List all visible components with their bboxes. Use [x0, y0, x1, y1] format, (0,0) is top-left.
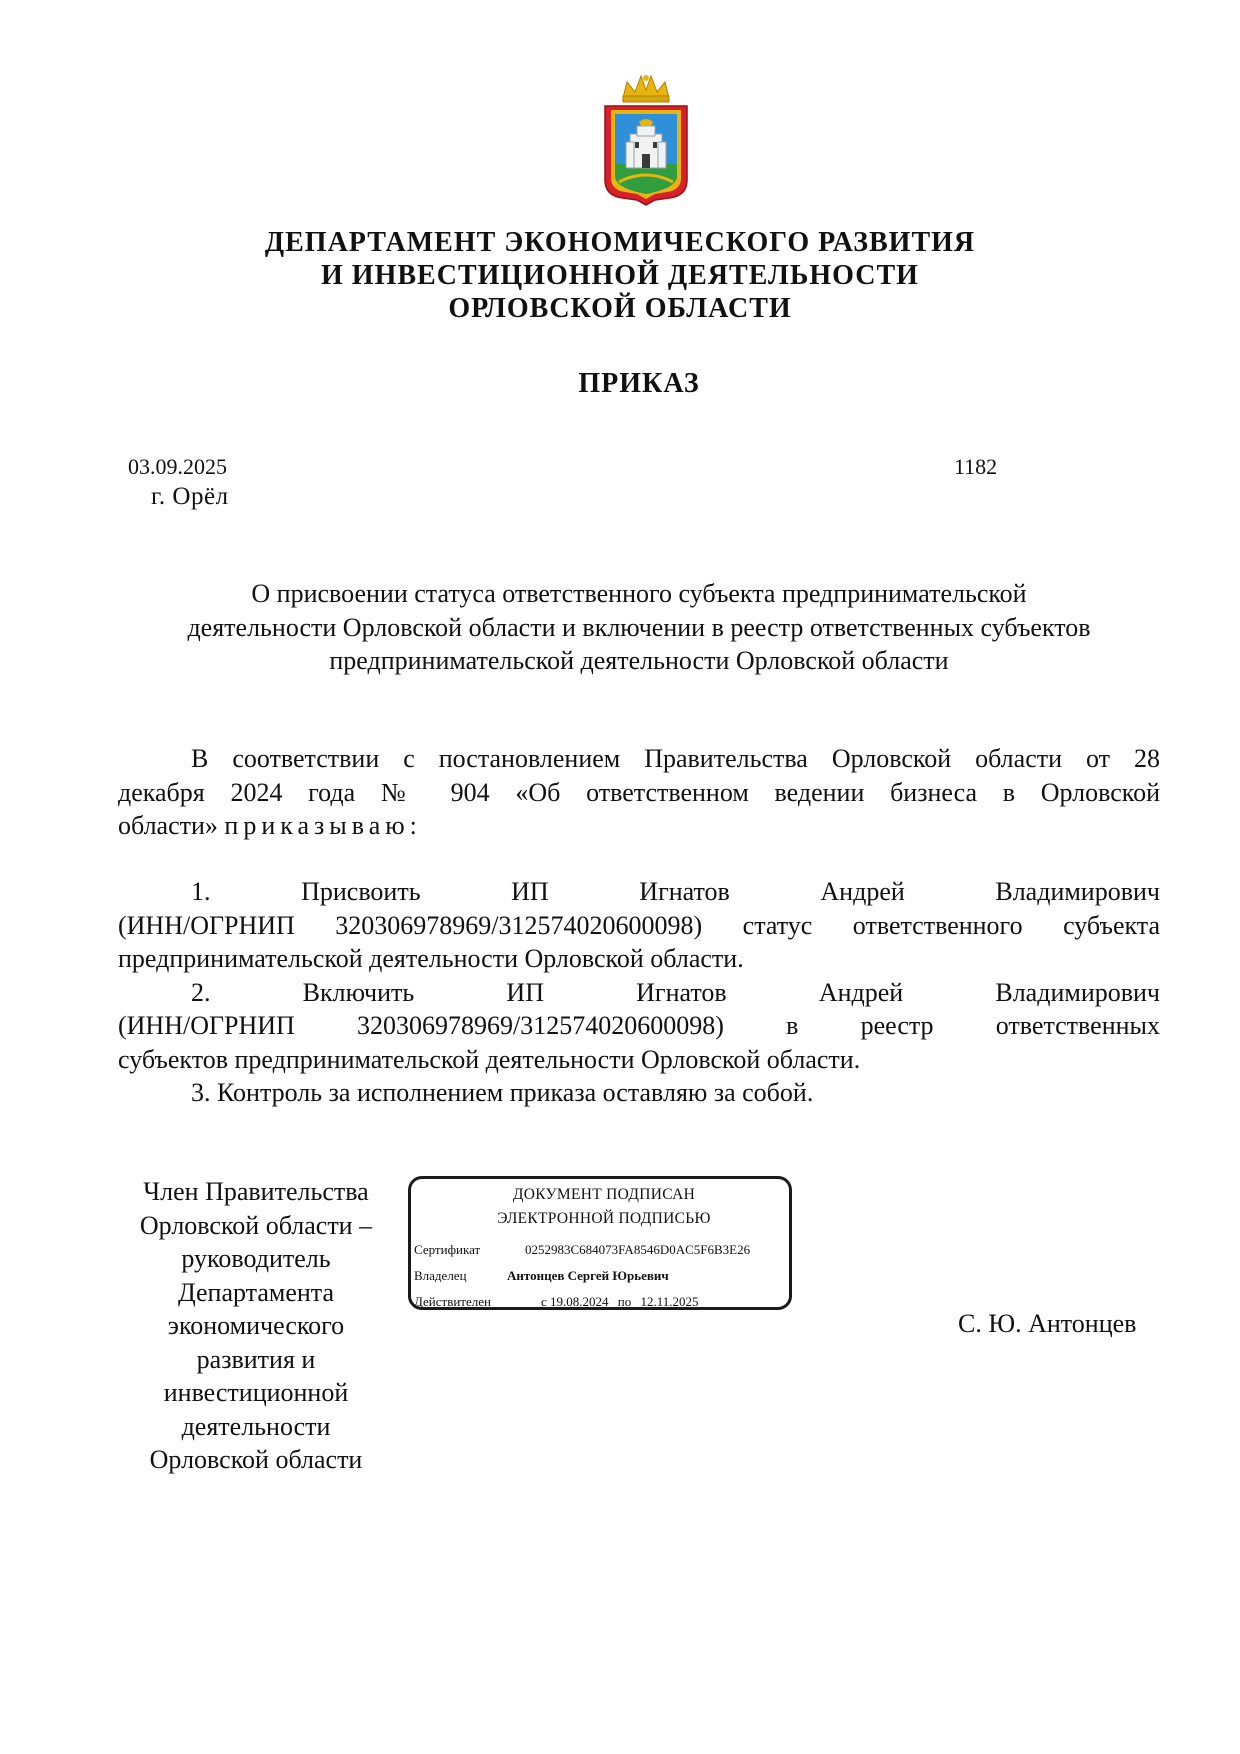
valid-to-date: 12.11.2025: [640, 1294, 699, 1309]
orel-oblast-coat-of-arms-icon: [599, 72, 693, 206]
item-2-line: (ИНН/ОГРНИП 320306978969/312574020600098) в реестр ответственных: [118, 1011, 1160, 1040]
item-2-line: субъектов предпринимательской деятельности Орловской области.: [118, 1044, 861, 1074]
subject-line: О присвоении статуса ответственного субъекта предпринимательской: [251, 579, 1027, 608]
position-line: развития и: [196, 1344, 316, 1374]
department-line: ОРЛОВСКОЙ ОБЛАСТИ: [448, 293, 792, 324]
item-1-line: 1. Присвоить ИП Игнатов Андрей Владимирович: [191, 877, 1160, 906]
subject-line: предпринимательской деятельности Орловской области: [329, 646, 949, 675]
intro-line: [118, 809, 1160, 843]
stamp-title: [419, 1183, 789, 1231]
item-1-line: предпринимательской деятельности Орловской области.: [118, 944, 744, 973]
stamp-details: [411, 1237, 789, 1315]
validity-label: Действителен: [414, 1294, 491, 1309]
valid-from-prefix: с: [541, 1294, 547, 1309]
stamp-validity-row: [411, 1289, 789, 1315]
owner-value: Антонцев Сергей Юрьевич: [507, 1268, 669, 1283]
order-subject: [118, 577, 1160, 678]
stamp-owner-row: [411, 1263, 789, 1289]
intro-line-start: области»: [118, 811, 218, 840]
intro-line: В соответствии с постановлением Правительства Орловской области от 28: [191, 744, 1160, 773]
valid-to-prefix: по: [617, 1294, 632, 1309]
stamp-title-line: ДОКУМЕНТ ПОДПИСАН: [512, 1186, 696, 1203]
stamp-certificate-row: [411, 1237, 789, 1263]
position-line: Член Правительства: [143, 1177, 369, 1206]
department-name: [180, 226, 1060, 325]
department-line: И ИНВЕСТИЦИОННОЙ ДЕЯТЕЛЬНОСТИ: [321, 260, 919, 291]
electronic-signature-stamp: [408, 1176, 792, 1310]
signer-position: [118, 1175, 394, 1477]
subject-line: деятельности Орловской области и включении в реестр ответственных субъектов: [187, 612, 1091, 642]
certificate-label: Сертификат: [414, 1242, 481, 1257]
intro-line: декабря 2024 года № 904 «Об ответственном ведении бизнеса в Орловской: [118, 777, 1160, 807]
validity-value: [541, 1289, 699, 1315]
document-number: 1182: [954, 454, 998, 479]
signer-name: С. Ю. Антонцев: [958, 1309, 1137, 1338]
owner-label: Владелец: [414, 1268, 467, 1283]
document-type-title: ПРИКАЗ: [578, 368, 700, 399]
position-line: Орловской области: [149, 1445, 363, 1474]
department-line: ДЕПАРТАМЕНТ ЭКОНОМИЧЕСКОГО РАЗВИТИЯ: [264, 227, 976, 258]
certificate-value: 0252983C684073FA8546D0AC5F6B3E26: [525, 1242, 751, 1257]
order-items: [118, 875, 1160, 1110]
document-date: 03.09.2025: [128, 454, 227, 479]
position-line: экономического: [167, 1311, 345, 1340]
position-line: инвестиционной: [163, 1378, 349, 1407]
order-verb: приказываю:: [224, 811, 422, 840]
position-line: руководитель: [181, 1244, 331, 1273]
valid-from-date: 19.08.2024: [550, 1294, 609, 1309]
intro-paragraph: [118, 742, 1160, 843]
item-3-line: 3. Контроль за исполнением приказа оставляю за собой.: [191, 1078, 814, 1107]
position-line: Орловской области –: [139, 1210, 373, 1240]
position-line: Департамента: [177, 1277, 335, 1307]
item-2-line: 2. Включить ИП Игнатов Андрей Владимирович: [191, 977, 1160, 1007]
document-city: г. Орёл: [151, 483, 229, 510]
item-1-line: (ИНН/ОГРНИП 320306978969/312574020600098) статус ответственного субъекта: [118, 910, 1160, 940]
stamp-title-line: ЭЛЕКТРОННОЙ ПОДПИСЬЮ: [497, 1210, 711, 1227]
position-line: деятельности: [181, 1411, 331, 1441]
crown-icon: [623, 75, 669, 102]
